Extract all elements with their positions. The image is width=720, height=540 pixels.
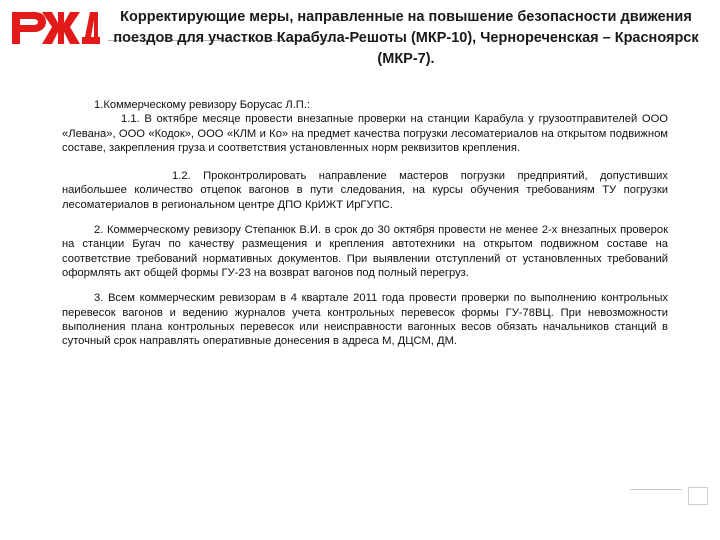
paragraph-item-3: 3. Всем коммерческим ревизорам в 4 квартале 2011 года провести проверки по выполнению контрольных перевесок вагонов и ведению журналов учета контрольных перевесок формы ГУ-78ВЦ. При невозможности выполнения плана контрольных перевесок или неисправности вагонных весов обязать начальников станций в суточный срок направлять оперативные донесения в адреса М, ДЦСМ, ДМ.: [62, 292, 668, 348]
paragraph-item-2: 2. Коммерческому ревизору Степанюк В.И. в срок до 30 октября провести не менее 2-х внезапных проверок на станции Бугач по качеству размещения и крепления автотехники на открытом подвижном составе на соответствие требований нормативных документов. При выявлении отступлений от установленных требований оформлять акт общей формы ГУ-23 на возврат вагонов под полный перегруз.: [62, 224, 668, 279]
rzd-logo-icon: [8, 6, 100, 48]
paragraph-item-1-1: 1.1. В октябре месяце провести внезапные проверки на станции Карабула у грузоотправителей ООО «Левана», ООО «Кодок», ООО «КЛМ и Ко» на предмет качества погрузки лесоматериалов на открытом подвижном составе, закрепления груза и соответствия установленных норм реквизитов крепления.: [62, 113, 668, 154]
logo-letter-r: [12, 12, 46, 44]
page-corner-box: [688, 487, 708, 505]
document-body: [62, 98, 668, 348]
footer-divider: [630, 489, 682, 490]
page-title: Корректирующие меры, направленные на повышение безопасности движения поездов для участков Карабула-Решоты (МКР-10), Чернореченская – Красноярск (МКР-7).: [113, 9, 699, 67]
paragraph-item-1: 1.Коммерческому ревизору Борусас Л.П.:: [94, 99, 311, 111]
paragraph-item-1-2: 1.2. Проконтролировать направление мастеров погрузки предприятий, допустивших наибольшее количество отцепок вагонов в пути следования, на курсы обучения требованиям ТУ погрузки лесоматериалов в региональном центре ДПО КрИЖТ ИрГУПС.: [62, 170, 668, 211]
logo-letter-zh: [42, 12, 80, 44]
